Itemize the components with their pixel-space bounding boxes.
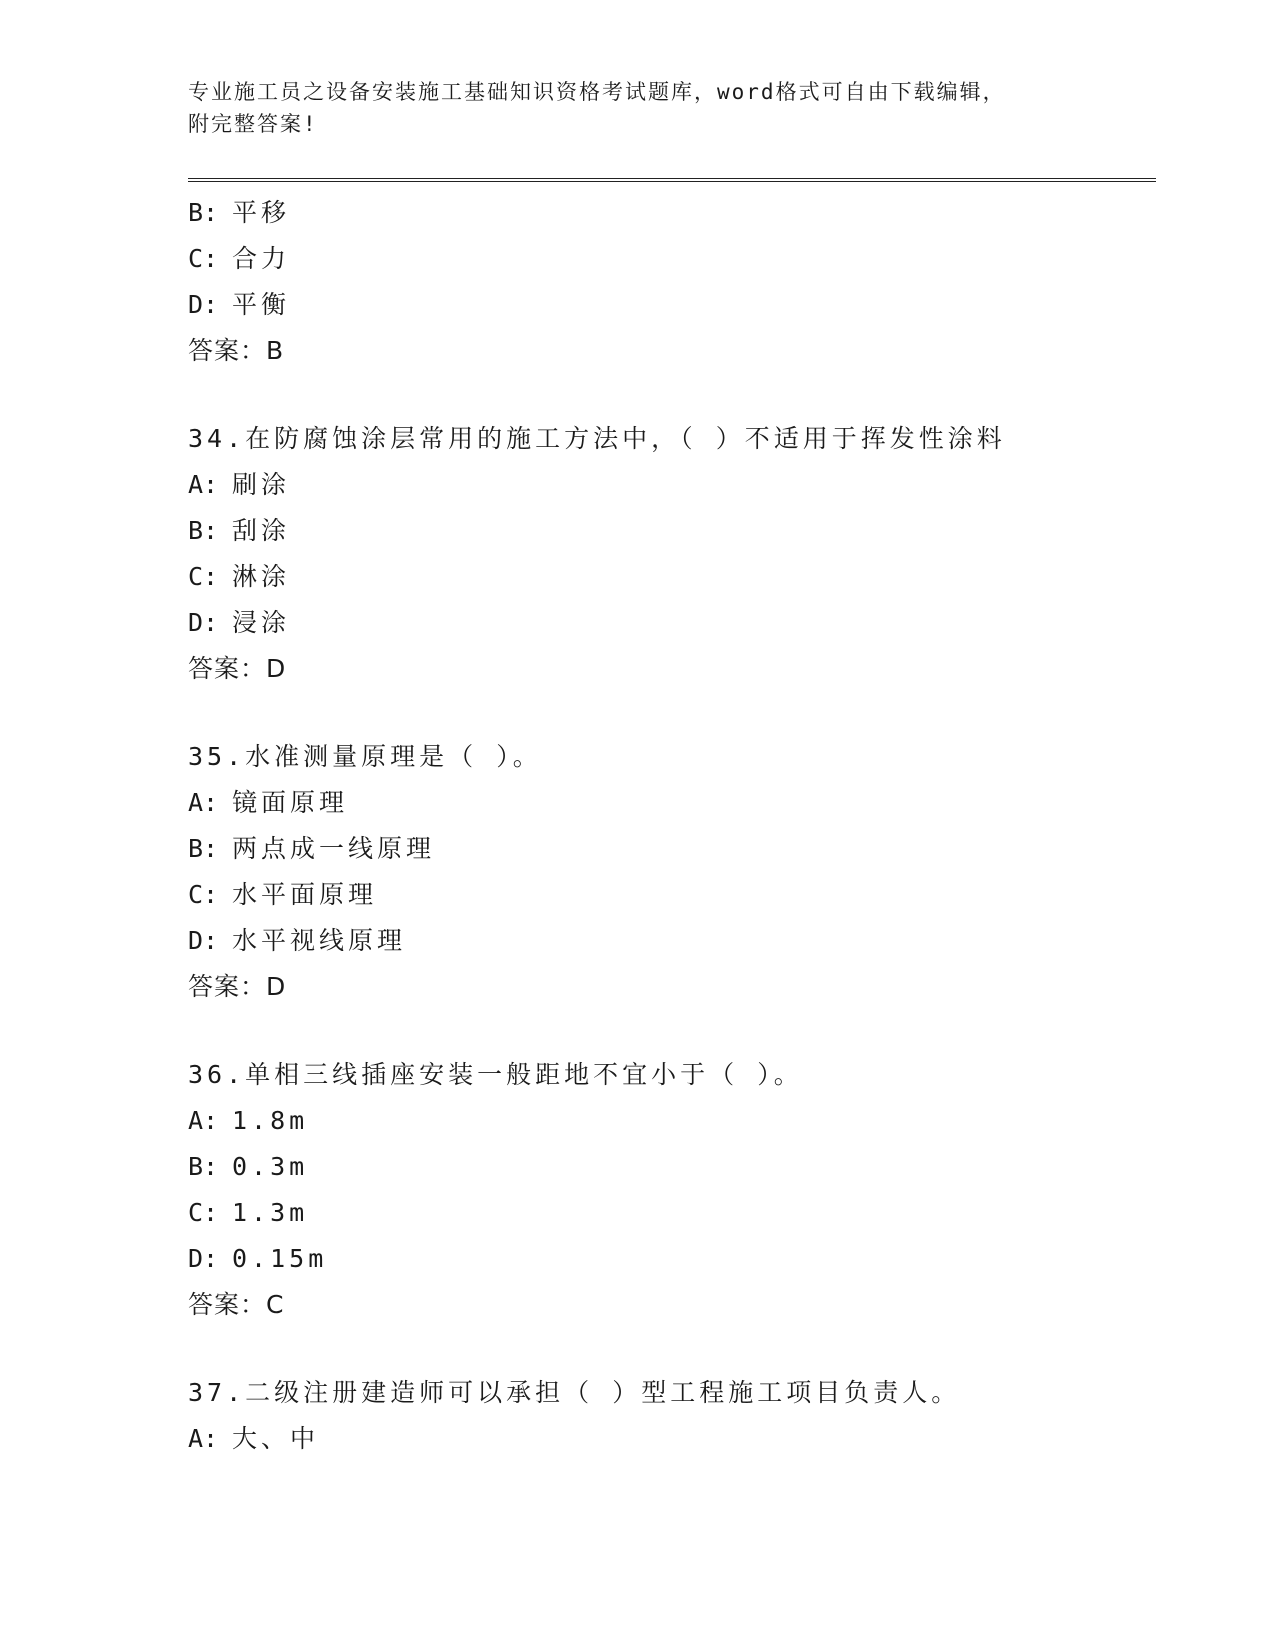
option-line	[188, 826, 1156, 872]
option-line	[188, 554, 1156, 600]
option-text: 大、中	[232, 1424, 320, 1453]
option-key: B:	[188, 1152, 219, 1181]
option-line	[188, 190, 1156, 236]
option-key: C:	[188, 562, 219, 591]
answer-line: 答案：B	[188, 336, 285, 365]
option-line	[188, 1236, 1156, 1282]
option-text: 水平视线原理	[232, 926, 407, 955]
option-line	[188, 780, 1156, 826]
option-key: C:	[188, 1198, 219, 1227]
question-text: 35.水准测量原理是（ ）。	[188, 742, 542, 771]
option-line	[188, 872, 1156, 918]
option-text: 刮涂	[232, 516, 291, 545]
document-header	[188, 76, 1068, 140]
option-line	[188, 282, 1156, 328]
header-divider	[188, 178, 1156, 182]
option-text: 合力	[232, 244, 291, 273]
option-key: A:	[188, 788, 219, 817]
question-list	[188, 190, 1156, 1462]
question-block	[188, 1370, 1156, 1462]
option-line	[188, 600, 1156, 646]
option-key: A:	[188, 1106, 219, 1135]
option-text: 浸涂	[232, 608, 291, 637]
answer-line: 答案：D	[188, 972, 287, 1001]
option-line	[188, 918, 1156, 964]
option-line	[188, 462, 1156, 508]
option-text: 淋涂	[232, 562, 291, 591]
option-line	[188, 1098, 1156, 1144]
question-text: 34.在防腐蚀涂层常用的施工方法中，（ ）不适用于挥发性涂料	[188, 424, 1006, 453]
option-line	[188, 1144, 1156, 1190]
option-text: 镜面原理	[232, 788, 349, 817]
option-key: C:	[188, 880, 219, 909]
option-text: 平移	[232, 198, 291, 227]
question-block	[188, 734, 1156, 1010]
option-key: C:	[188, 244, 219, 273]
option-key: B:	[188, 198, 219, 227]
option-line	[188, 508, 1156, 554]
header-line-1: 专业施工员之设备安装施工基础知识资格考试题库，word格式可自由下载编辑，	[188, 80, 1006, 104]
option-key: B:	[188, 834, 219, 863]
answer-line: 答案：D	[188, 654, 287, 683]
question-text: 36.单相三线插座安装一般距地不宜小于（ ）。	[188, 1060, 803, 1089]
option-key: B:	[188, 516, 219, 545]
option-text: 1.8m	[232, 1106, 309, 1135]
option-key: A:	[188, 1424, 219, 1453]
answer-line: 答案：C	[188, 1290, 285, 1319]
question-block	[188, 416, 1156, 692]
option-text: 平衡	[232, 290, 291, 319]
option-key: A:	[188, 470, 219, 499]
option-key: D:	[188, 1244, 219, 1273]
question-block-continued	[188, 190, 1156, 374]
option-line	[188, 1190, 1156, 1236]
option-key: D:	[188, 926, 219, 955]
question-block	[188, 1052, 1156, 1328]
option-line	[188, 1416, 1156, 1462]
header-line-2: 附完整答案!	[188, 112, 318, 136]
option-key: D:	[188, 290, 219, 319]
question-text: 37.二级注册建造师可以承担（ ）型工程施工项目负责人。	[188, 1378, 961, 1407]
option-line	[188, 236, 1156, 282]
option-text: 1.3m	[232, 1198, 309, 1227]
option-text: 0.15m	[232, 1244, 328, 1273]
option-key: D:	[188, 608, 219, 637]
option-text: 0.3m	[232, 1152, 309, 1181]
option-text: 水平面原理	[232, 880, 378, 909]
option-text: 刷涂	[232, 470, 291, 499]
option-text: 两点成一线原理	[232, 834, 436, 863]
